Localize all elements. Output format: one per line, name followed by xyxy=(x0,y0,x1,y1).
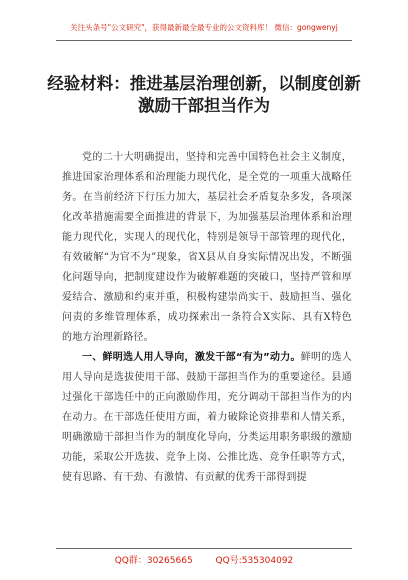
header-divider xyxy=(56,40,352,41)
footer-contact: QQ群：30265665 QQ号:535304092 xyxy=(114,556,294,566)
header-note: 关注头条号"公文研究"，获得最新最全最专业的公文资料库！ 微信：gongwenyj xyxy=(70,23,338,32)
footer-divider xyxy=(56,548,352,549)
document-title: 经验材料：推进基层治理创新，以制度创新激励干部担当作为 xyxy=(47,74,361,115)
intro-paragraph: 党的二十大明确提出，坚持和完善中国特色社会主义制度，推进国家治理体系和治理能力现代化，是全党的一项重大战略任务。在当前经济下行压力加大，基层社会矛盾复杂多发，各项深化改革措施需要全面推进的背景下，为加强基层治理体系和治理能力现代化，实现人的现代化，特别是领导干部管理的现代化，有效破解“为官不为”现象，省X县从自身实际情况出发，不断强化问题导向，把制度建设作为破解难题的突破口，坚持严管和厚爱结合、激励和约束并重，积极构建崇尚实干、鼓励担当、强化问责的多维管理体系，成功探索出一条符合X实际、具有X特色的地方治理新路径。 xyxy=(62,152,352,343)
document-body xyxy=(62,148,352,488)
section-heading: 一、鲜明选人用人导向，激发干部“有为”动力。 xyxy=(82,352,301,363)
section-text: 鲜明的选人用人导向是选拔使用干部、鼓励干部担当作为的重要途径。县通过强化干部选任中的正向激励作用，充分调动干部担当作为的内在动力。在干部选任使用方面，着力破除论资排辈和人情关系，明确激励干部担当作为的制度化导向，分类运用职务职级的激励功能，采取公开选拔、竞争上岗、公推比选、竞争任职等方式，使有思路、有干劲、有激情、有贡献的优秀干部得到提 xyxy=(62,352,353,483)
section-paragraph xyxy=(62,348,352,488)
